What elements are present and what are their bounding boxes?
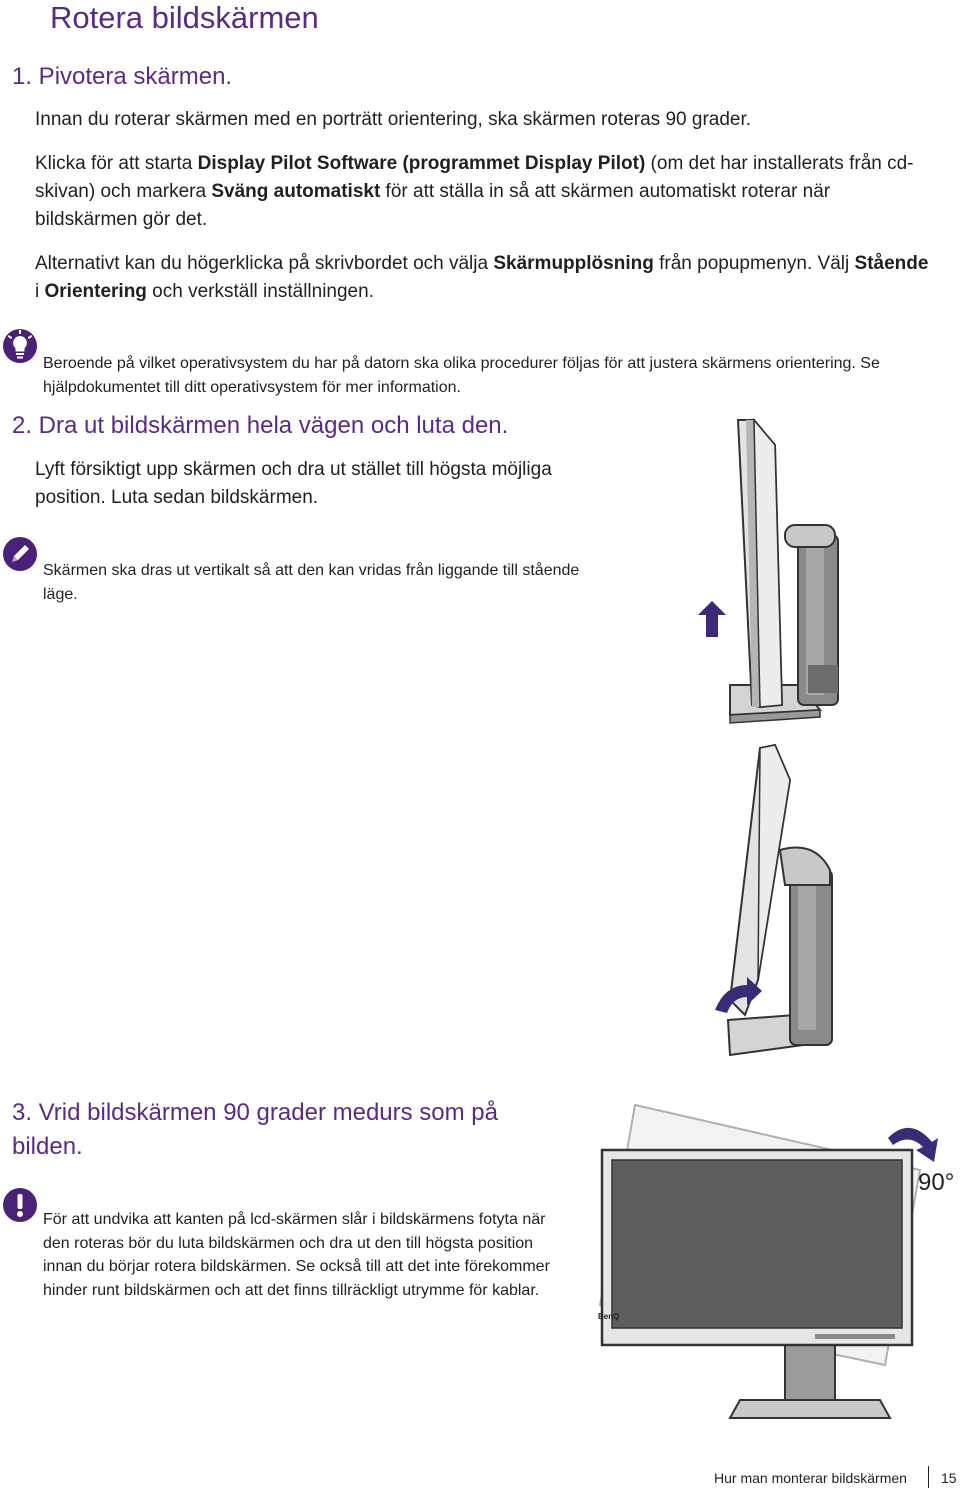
text-run: och verkställ inställningen. xyxy=(146,281,374,302)
footer-divider xyxy=(928,1466,929,1488)
step2-heading: 2. Dra ut bildskärmen hela vägen och luta den. xyxy=(12,412,509,439)
step3-warning: För att undvika att kanten på lcd-skärmen slår i bildskärmens fotyta när den roteras bör du luta bildskärmen och dra ut den till högsta position innan du börjar rotera bildskärmen. Se också till att det inte förekommer hinder runt bildskärmen och att det finns tillräckligt utrymme för kablar. xyxy=(43,1211,550,1299)
text-run: för att ställa in så att skärmen automatiskt roterar när bildskärmen gör det. xyxy=(35,181,831,230)
step1-paragraph-2 xyxy=(35,150,915,234)
exclamation-icon xyxy=(2,1187,38,1223)
step2-paragraph: Lyft försiktigt upp skärmen och dra ut stället till högsta möjliga position. Luta sedan bildskärmen. xyxy=(35,459,552,508)
footer-section-title: Hur man monterar bildskärmen xyxy=(714,1470,907,1486)
software-name: Display Pilot Software (programmet Display Pilot) xyxy=(197,153,646,174)
step1-heading: 1. Pivotera skärmen. xyxy=(12,63,233,90)
step3-heading: 3. Vrid bildskärmen 90 grader medurs som på bilden. xyxy=(12,1099,498,1160)
rotation-label: 90° xyxy=(918,1169,955,1196)
clockwise-arrow-icon xyxy=(884,1120,944,1168)
step1-paragraph-3 xyxy=(35,250,935,306)
text-run: Alternativt kan du högerklicka på skrivbordet och välja xyxy=(35,253,494,274)
menu-item-name: Skärmupplösning xyxy=(493,253,654,274)
text-run: Klicka för att starta xyxy=(35,153,198,174)
step1-tip: Beroende på vilket operativsystem du har på datorn ska olika procedurer följas för att justera skärmens orientering. Se hjälpdokumentet till ditt operativsystem för mer information. xyxy=(43,355,880,396)
text-run: (om det har installerats från cd-skivan) och markera xyxy=(35,153,914,202)
text-run: från popupmenyn. Välj xyxy=(653,253,855,274)
step1-paragraph-1: Innan du roterar skärmen med en porträtt orientering, ska skärmen roteras 90 grader. xyxy=(35,109,752,130)
monitor-raised-illustration xyxy=(690,415,850,735)
step2-note: Skärmen ska dras ut vertikalt så att den kan vridas från liggande till stående läge. xyxy=(43,562,580,603)
option-name: Stående xyxy=(854,253,929,274)
page-title: Rotera bildskärmen xyxy=(50,0,319,35)
setting-name: Orientering xyxy=(44,281,147,302)
lightbulb-icon xyxy=(2,328,38,364)
text-run: i xyxy=(35,281,45,302)
brand-label: BenQ xyxy=(598,1312,620,1321)
footer-page-number: 15 xyxy=(941,1470,957,1486)
option-name: Sväng automatiskt xyxy=(211,181,381,202)
monitor-tilted-illustration xyxy=(690,740,850,1065)
pencil-icon xyxy=(2,536,38,572)
